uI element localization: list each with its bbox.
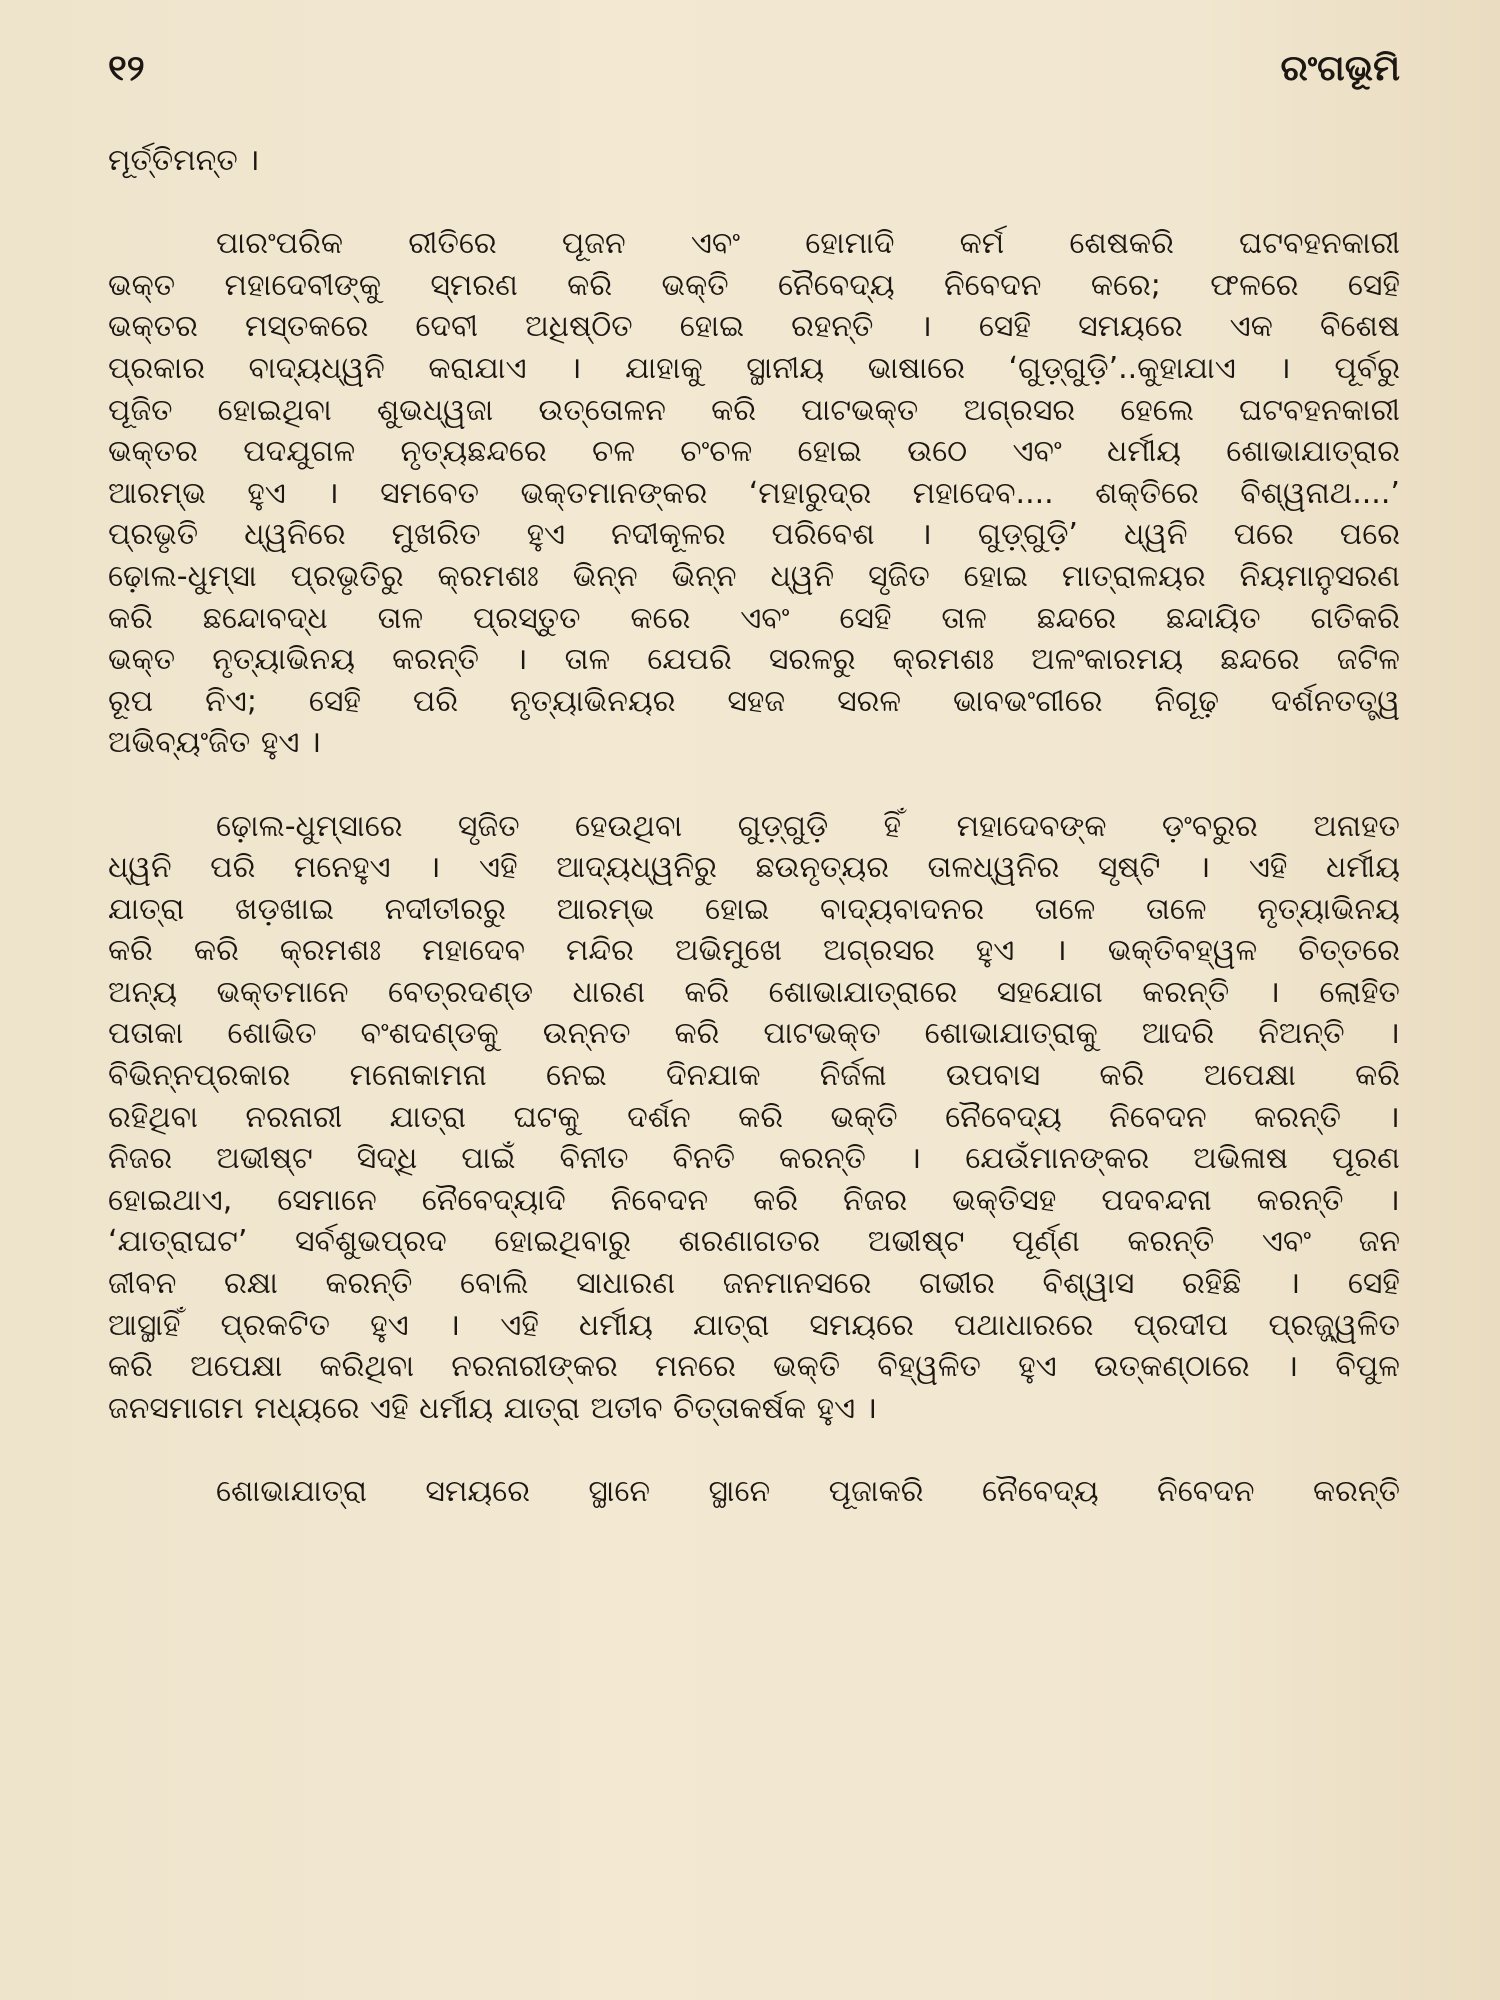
text-line: ପାରଂପରିକ ରୀତିରେ ପୂଜନ ଏବଂ ହୋମାଦି କର୍ମ ଶେଷକରି ଘଟବହନକାରୀ — [216, 226, 1400, 262]
text-line: ଢ଼ୋଲ-ଧୁମ୍‌ସା ପ୍ରଭୃତିରୁ କ୍ରମଶଃ ଭିନ୍ନ ଭିନ୍ନ ଧ୍ୱନି ସୃଜିତ ହୋଇ ମାତ୍ରାଳୟର ନିୟମାନୁସରଣ — [108, 558, 1400, 594]
text-line: ପ୍ରକାର ବାଦ୍ୟଧ୍ୱନି କରାଯାଏ । ଯାହାକୁ ସ୍ଥାନୀୟ ଭାଷାରେ ‘ଗୁଡ଼୍‌ଗୁଡ଼ି’..କୁହାଯାଏ । ପୂର୍ବରୁ — [108, 350, 1400, 386]
text-line: ଭକ୍ତ ନୃତ୍ୟାଭିନୟ କରନ୍ତି । ତାଳ ଯେପରି ସରଳରୁ କ୍ରମଶଃ ଅଳଂକାରମୟ ଛନ୍ଦରେ ଜଟିଳ — [108, 642, 1400, 678]
text-line: ଅନ୍ୟ ଭକ୍ତମାନେ ବେତ୍ରଦଣ୍ଡ ଧାରଣ କରି ଶୋଭାଯାତ୍ରାରେ ସହଯୋଗ କରନ୍ତି । ଲୋହିତ — [108, 974, 1400, 1010]
paragraph — [108, 806, 1400, 1430]
paragraph-gap — [108, 764, 1400, 806]
text-line: ଭକ୍ତ ମହାଦେବୀଙ୍କୁ ସ୍ମରଣ କରି ଭକ୍ତି ନୈବେଦ୍ୟ ନିବେଦନ କରେ; ଫଳରେ ସେହି — [108, 267, 1400, 303]
text-line: ଭକ୍ତର ମସ୍ତକରେ ଦେବୀ ଅଧିଷ୍ଠିତ ହୋଇ ରହନ୍ତି । ସେହି ସମୟରେ ଏକ ବିଶେଷ — [108, 309, 1400, 345]
text-line: ଢ଼ୋଲ-ଧୁମ୍‌ସାରେ ସୃଜିତ ହେଉଥିବା ଗୁଡ଼୍‌ଗୁଡ଼ି ହିଁ ମହାଦେବଙ୍କ ଡ଼ଂବରୁର ଅନାହତ — [216, 808, 1400, 844]
page-header — [108, 48, 1400, 108]
text-line: ଯାତ୍ରା ଖଡ଼ଖାଇ ନଦୀତୀରରୁ ଆରମ୍ଭ ହୋଇ ବାଦ୍ୟବାଦନର ତାଳେ ତାଳେ ନୃତ୍ୟାଭିନୟ — [108, 891, 1400, 927]
running-title: ରଂଗଭୂମି — [1280, 48, 1400, 89]
text-line: ରୂପ ନିଏ; ସେହି ପରି ନୃତ୍ୟାଭିନୟର ସହଜ ସରଳ ଭାବଭଂଗୀରେ ନିଗୂଢ଼ ଦର୍ଶନତତ୍ତ୍ୱ — [108, 683, 1400, 719]
text-line: ବିଭିନ୍ନପ୍ରକାର ମନୋକାମନା ନେଇ ଦିନଯାକ ନିର୍ଜଳା ଉପବାସ କରି ଅପେକ୍ଷା କରି — [108, 1058, 1400, 1094]
text-line: ହୋଇଥାଏ, ସେମାନେ ନୈବେଦ୍ୟାଦି ନିବେଦନ କରି ନିଜର ଭକ୍ତିସହ ପଦବନ୍ଦନା କରନ୍ତି । — [108, 1182, 1400, 1218]
text-line: ଆରମ୍ଭ ହୁଏ । ସମବେତ ଭକ୍ତମାନଙ୍କର ‘ମହାରୁଦ୍ର ମହାଦେବ.... ଶକ୍ତିରେ ବିଶ୍ୱନାଥ....’ — [108, 475, 1400, 511]
page-number: ୧୨ — [108, 48, 145, 89]
text-line: କରି ଅପେକ୍ଷା କରିଥିବା ନରନାରୀଙ୍କର ମନରେ ଭକ୍ତି ବିହ୍ୱଳିତ ହୁଏ ଉତ୍କଣ୍ଠାରେ । ବିପୁଳ — [108, 1349, 1400, 1385]
text-line: ଧ୍ୱନି ପରି ମନେହୁଏ । ଏହି ଆଦ୍ୟଧ୍ୱନିରୁ ଛଉନୃତ୍ୟର ତାଳଧ୍ୱନିର ସୃଷ୍ଟି । ଏହି ଧର୍ମୀୟ — [108, 850, 1400, 886]
text-line: ପ୍ରଭୃତି ଧ୍ୱନିରେ ମୁଖରିତ ହୁଏ ନଦୀକୂଳର ପରିବେଶ । ଗୁଡ଼୍‌ଗୁଡ଼ି’ ଧ୍ୱନି ପରେ ପରେ — [108, 517, 1400, 553]
text-line: ପତାକା ଶୋଭିତ ବଂଶଦଣ୍ଡକୁ ଉନ୍ନତ କରି ପାଟଭକ୍ତ ଶୋଭାଯାତ୍ରାକୁ ଆଦରି ନିଅନ୍ତି । — [108, 1016, 1400, 1052]
text-line: ଆସ୍ଥାହିଁ ପ୍ରକଟିତ ହୁଏ । ଏହି ଧର୍ମୀୟ ଯାତ୍ରା ସମୟରେ ପଥାଧାରରେ ପ୍ରଦୀପ ପ୍ରଜ୍ଜ୍ୱଳିତ — [108, 1307, 1400, 1343]
paragraph-gap — [108, 1429, 1400, 1471]
paragraph — [108, 140, 1400, 182]
text-line: ଜୀବନ ରକ୍ଷା କରନ୍ତି ବୋଲି ସାଧାରଣ ଜନମାନସରେ ଗଭୀର ବିଶ୍ୱାସ ରହିଛି । ସେହି — [108, 1266, 1400, 1302]
text-line: ଭକ୍ତର ପଦଯୁଗଳ ନୃତ୍ୟଛନ୍ଦରେ ଚଳ ଚଂଚଳ ହୋଇ ଉଠେ ଏବଂ ଧର୍ମୀୟ ଶୋଭାଯାତ୍ରାର — [108, 434, 1400, 470]
paragraph — [108, 223, 1400, 764]
text-line: ଅଭିବ୍ୟଂଜିତ ହୁଏ । — [108, 725, 322, 761]
text-line: ମୂର୍ତ୍ତିମନ୍ତ । — [108, 143, 260, 178]
body-text — [108, 140, 1400, 1513]
paragraph — [108, 1471, 1400, 1513]
text-line: କରି ଛନ୍ଦୋବଦ୍ଧ ତାଳ ପ୍ରସ୍ତୁତ କରେ ଏବଂ ସେହି ତାଳ ଛନ୍ଦରେ ଛନ୍ଦାୟିତ ଗତିକରି — [108, 600, 1400, 636]
text-line: ‘ଯାତ୍ରାଘଟ’ ସର୍ବଶୁଭପ୍ରଦ ହୋଇଥିବାରୁ ଶରଣାଗତର ଅଭୀଷ୍ଟ ପୂର୍ଣ୍ଣ କରନ୍ତି ଏବଂ ଜନ — [108, 1224, 1400, 1260]
text-line: ଶୋଭାଯାତ୍ରା ସମୟରେ ସ୍ଥାନେ ସ୍ଥାନେ ପୂଜାକରି ନୈବେଦ୍ୟ ନିବେଦନ କରନ୍ତି — [216, 1474, 1400, 1509]
text-line: କରି କରି କ୍ରମଶଃ ମହାଦେବ ମନ୍ଦିର ଅଭିମୁଖେ ଅଗ୍ରସର ହୁଏ । ଭକ୍ତିବହ୍ୱଳ ଚିତ୍ତରେ — [108, 933, 1400, 969]
paragraph-gap — [108, 182, 1400, 224]
text-line: ଜନସମାଗମ ମଧ୍ୟରେ ଏହି ଧର୍ମୀୟ ଯାତ୍ରା ଅତୀବ ଚିତ୍ତାକର୍ଷକ ହୁଏ । — [108, 1390, 878, 1426]
text-line: ନିଜର ଅଭୀଷ୍ଟ ସିଦ୍ଧି ପାଇଁ ବିନୀତ ବିନତି କରନ୍ତି । ଯେଉଁମାନଙ୍କର ଅଭିଳାଷ ପୂରଣ — [108, 1141, 1400, 1177]
text-line: ରହିଥିବା ନରନାରୀ ଯାତ୍ରା ଘଟକୁ ଦର୍ଶନ କରି ଭକ୍ତି ନୈବେଦ୍ୟ ନିବେଦନ କରନ୍ତି । — [108, 1099, 1400, 1135]
text-line: ପୂଜିତ ହୋଇଥିବା ଶୁଭଧ୍ୱଜା ଉତ୍ତୋଳନ କରି ପାଟଭକ୍ତ ଅଗ୍ରସର ହେଲେ ଘଟବହନକାରୀ — [108, 392, 1400, 428]
